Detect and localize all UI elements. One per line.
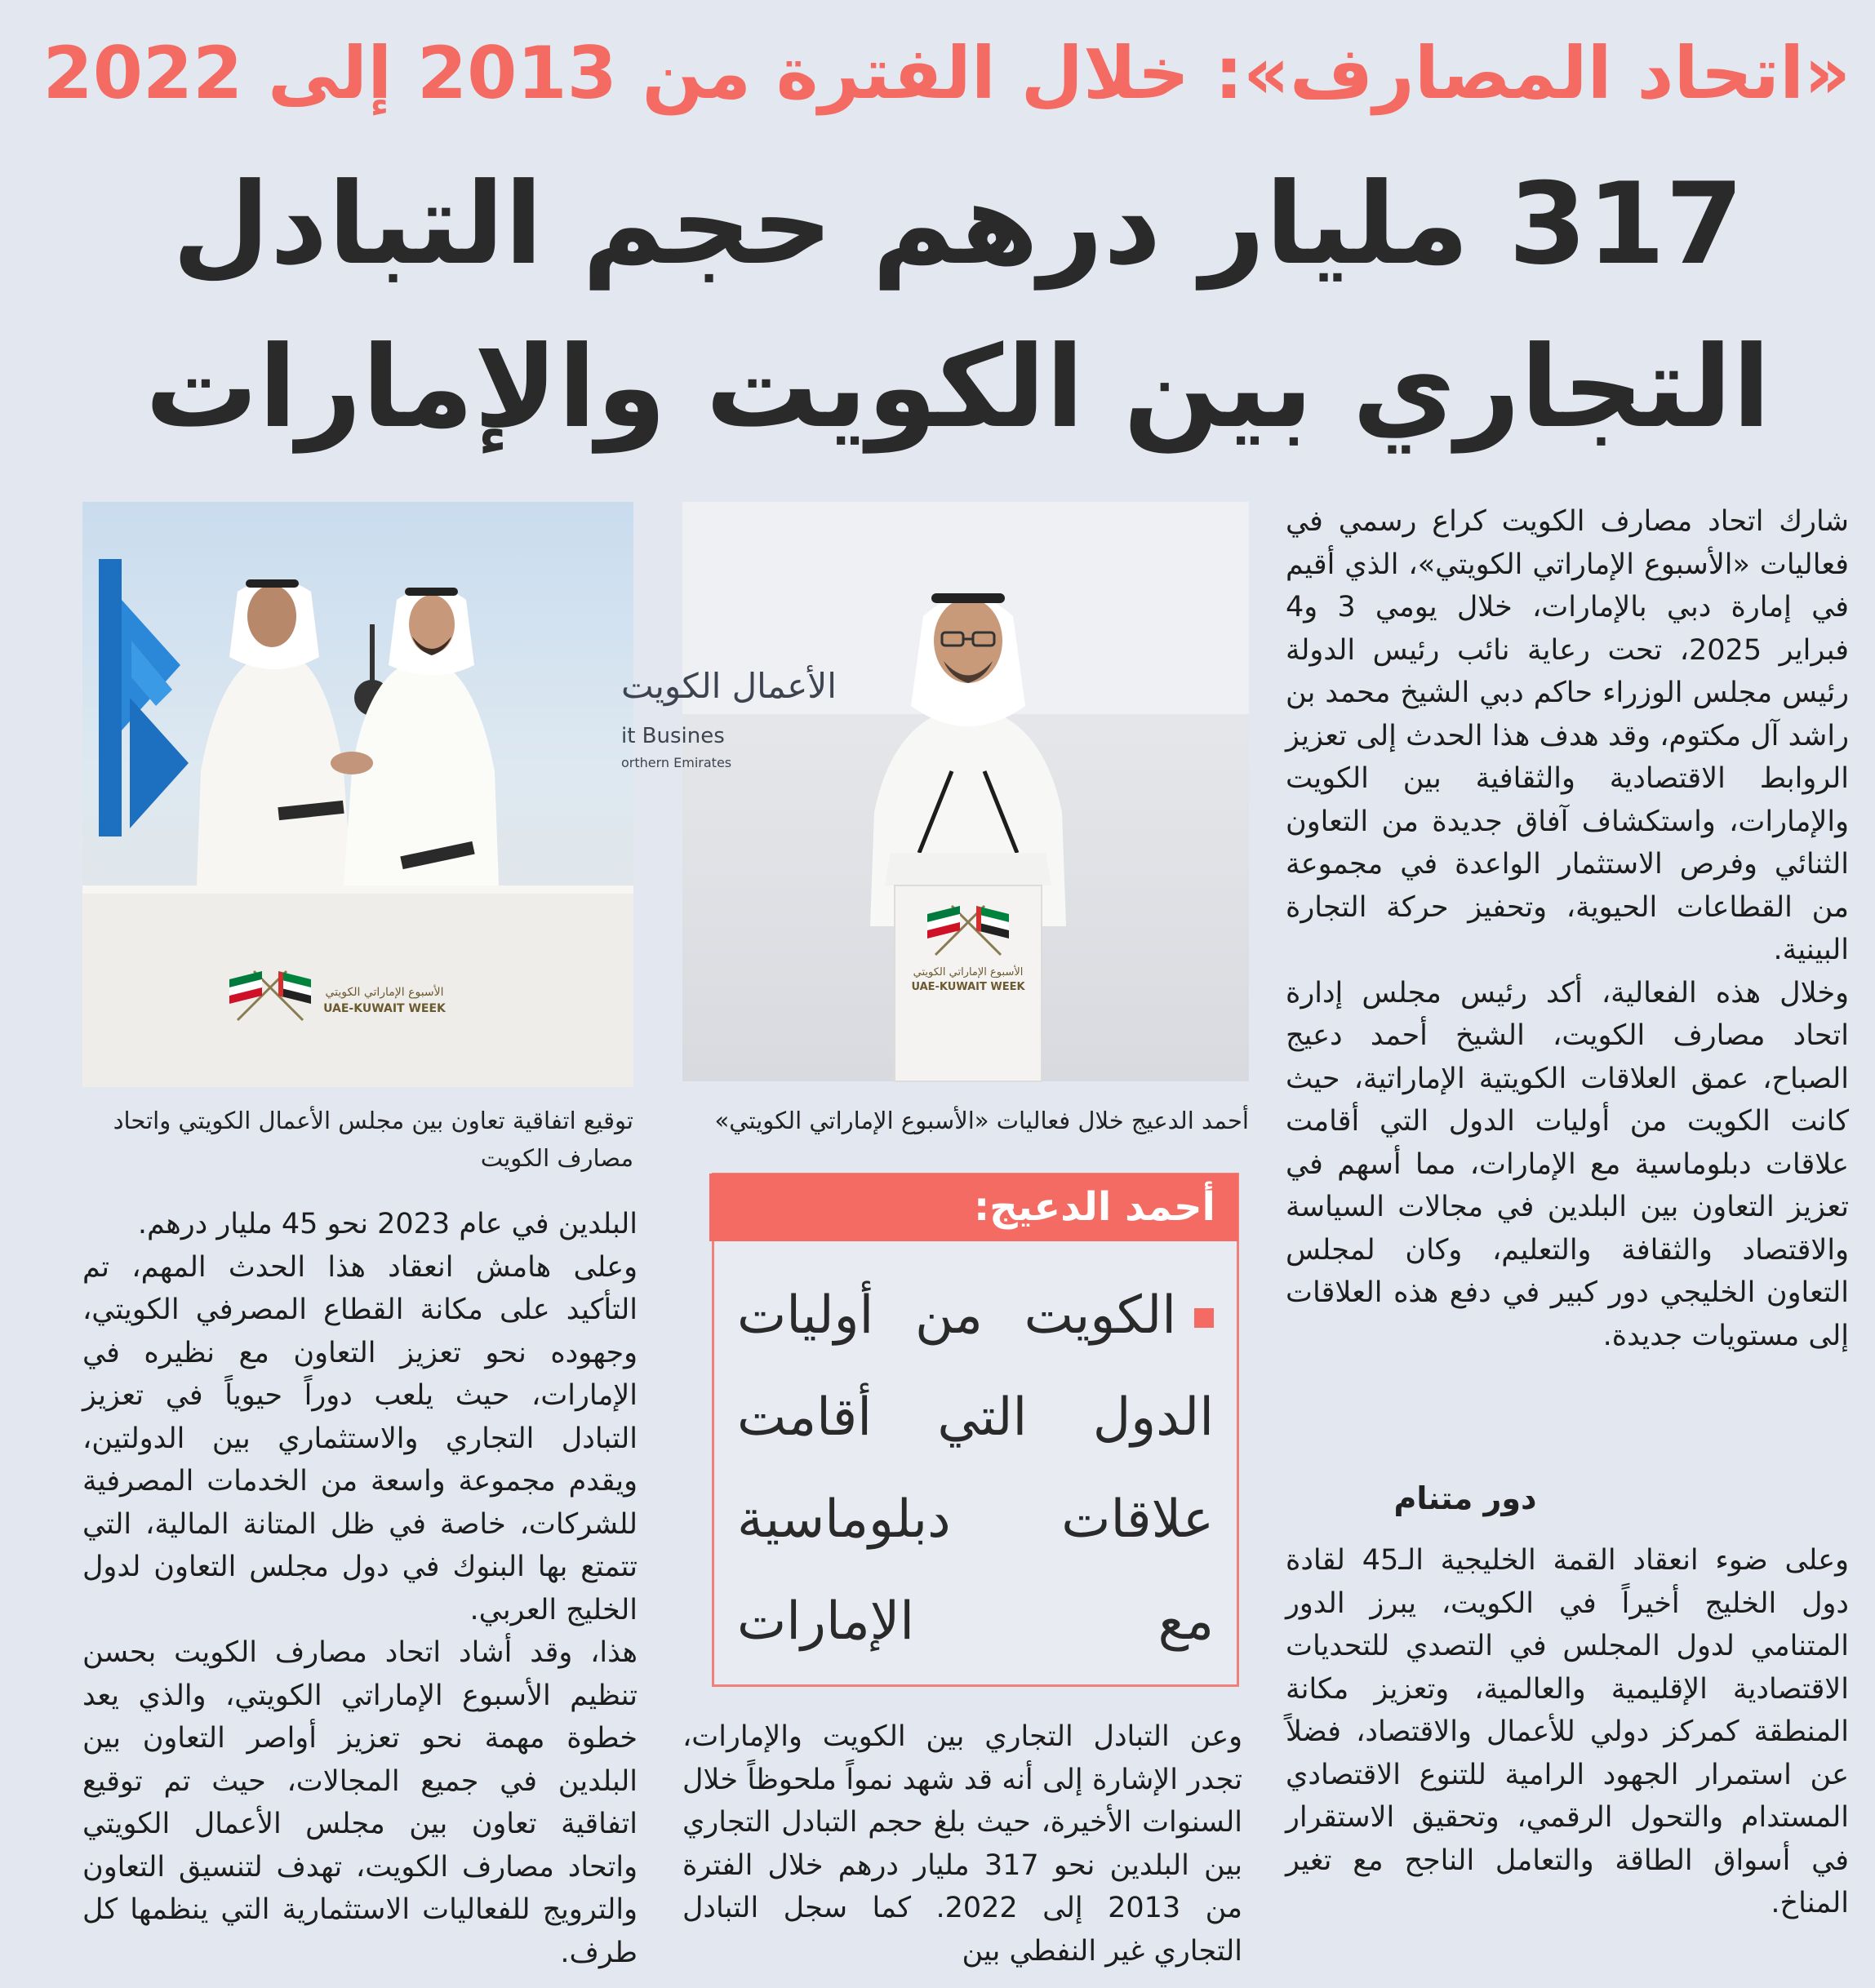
speaker-photo-caption: أحمد الدعيج خلال فعاليات «الأسبوع الإماراتي الكويتي»	[714, 1107, 1249, 1134]
pull-quote-text: الكويت من أوليات	[737, 1285, 1176, 1346]
paragraph: وعن التبادل التجاري بين الكويت والإمارات، تجدر الإشارة إلى أنه قد شهد نمواً ملحوظاً خلال السنوات الأخيرة، حيث بلغ حجم التبادل التجاري بين البلدين نحو 317 مليار درهم خلال الفترة من 2013 إلى 2022. كما سجل التبادل التجاري غير النفطي بين	[682, 1720, 1242, 1968]
kuwait-business-council-logo-icon	[99, 559, 189, 836]
paragraph: البلدين في عام 2023 نحو 45 مليار درهم.	[137, 1208, 638, 1240]
pull-quote-line-1	[737, 1265, 1214, 1367]
headline-line-2: التجاري بين الكويت والإمارات	[144, 322, 1771, 453]
paragraph: وخلال هذه الفعالية، أكد رئيس مجلس إدارة اتحاد مصارف الكويت، الشيخ أحمد دعيج الصباح، عمق العلاقات الكويتية الإماراتية، حيث كانت الكويت من أوليات الدول التي أقامت علاقات دبلوماسية مع الإمارات، مما أسهم في تعزيز التعاون بين البلدين في مجالات السياسة والاقتصاد والثقافة والتعليم، وكان لمجلس التعاون الخليجي دور كبير في دفع هذه العلاقات إلى مستويات جديدة.	[1286, 976, 1849, 1352]
podium-text-english: UAE-KUWAIT WEEK	[911, 981, 1025, 993]
main-headline	[73, 143, 1842, 469]
paragraph: وعلى ضوء انعقاد القمة الخليجية الـ45 لقادة دول الخليج أخيراً في الكويت، يبرز الدور المتنامي لدول المجلس في التصدي للتحديات الاقتصادية الإقليمية والعالمية، وتعزيز مكانة المنطقة كمركز دولي للأعمال والاقتصاد، فضلاً عن استمرار الجهود الرامية للتنوع الاقتصادي المستدام والتحول الرقمي، وتحقيق الاستقرار في أسواق الطاقة والتعامل الناجح مع تغير المناخ.	[1286, 1544, 1849, 1919]
paragraph: شارك اتحاد مصارف الكويت كراع رسمي في فعاليات «الأسبوع الإماراتي الكويتي»، الذي أقيم في إمارة دبي بالإمارات، خلال يومي 3 و4 فبراير 2025، تحت رعاية نائب رئيس الدولة رئيس مجلس الوزراء حاكم دبي الشيخ محمد بن راشد آل مكتوم، وقد هدف هذا الحدث إلى تعزيز الروابط الاقتصادية والثقافية بين الكويت والإمارات، واستكشاف آفاق جديدة من التعاون الثنائي وفرص الاستثمار الواعدة في مجموعة من القطاعات الحيوية، وتحفيز حركة التجارة البينية.	[1286, 505, 1849, 966]
article-column-right	[1286, 500, 1849, 1357]
square-bullet-icon	[1194, 1308, 1214, 1328]
signing-photo	[82, 502, 837, 1087]
article-column-left	[82, 1203, 638, 1974]
pull-quote-line-3: علاقات دبلوماسية	[737, 1489, 1214, 1550]
paragraph: هذا، وقد أشاد اتحاد مصارف الكويت بحسن تنظيم الأسبوع الإماراتي الكويتي، والذي يعد خطوة مهمة نحو تعزيز أواصر التعاون بين البلدين في جميع المجالات، حيث تم توقيع اتفاقية تعاون بين مجلس الأعمال الكويتي واتحاد مصارف الكويت، تهدف لتنسيق التعاون والترويج للفعاليات الاستثمارية التي ينظمها كل طرف.	[82, 1636, 638, 1969]
article-column-middle	[682, 1715, 1242, 1972]
headline-line-1: 317 مليار درهم حجم التبادل	[171, 158, 1744, 290]
pull-quote-line-2: الدول التي أقامت	[737, 1387, 1214, 1448]
section-subheading: دور متنام	[1393, 1480, 1537, 1516]
signing-illustration	[82, 502, 837, 1087]
pull-quote-label: أحمد الدعيج:	[709, 1174, 1238, 1241]
signing-photo-caption: توقيع اتفاقية تعاون بين مجلس الأعمال الكويتي واتحاد مصارف الكويت	[113, 1107, 633, 1172]
backdrop-text-arabic: الأعمال الكويت	[621, 666, 837, 706]
table-text-arabic: الأسبوع الإماراتي الكويتي	[325, 986, 444, 999]
podium-text-arabic: الأسبوع الإماراتي الكويتي	[913, 966, 1024, 978]
speaker-photo	[682, 502, 1249, 1081]
pull-quote-box	[712, 1173, 1239, 1687]
backdrop-text-english: it Busines	[621, 724, 725, 748]
backdrop-text-english-small: orthern Emirates	[621, 755, 732, 770]
table-text-english: UAE-KUWAIT WEEK	[323, 1002, 446, 1015]
paragraph: وعلى هامش انعقاد هذا الحدث المهم، تم التأكيد على مكانة القطاع المصرفي الكويتي، وجهوده نحو تعزيز التعاون مع نظيره في الإمارات، حيث يلعب دوراً حيوياً في تعزيز التبادل التجاري والاستثماري بين الدولتين، ويقدم مجموعة واسعة من الخدمات المصرفية للشركات، خاصة في ظل المتانة المالية، التي تتمتع بها البنوك في دول مجلس التعاون لدول الخليج العربي.	[82, 1250, 638, 1626]
kicker-headline: «اتحاد المصارف»: خلال الفترة من 2013 إلى 2022	[42, 31, 1851, 115]
pull-quote-body	[737, 1265, 1214, 1673]
pull-quote-line-4: مع الإمارات	[737, 1591, 1214, 1652]
article-column-right-continued	[1286, 1539, 1849, 1925]
speaker-illustration	[682, 502, 1249, 1081]
